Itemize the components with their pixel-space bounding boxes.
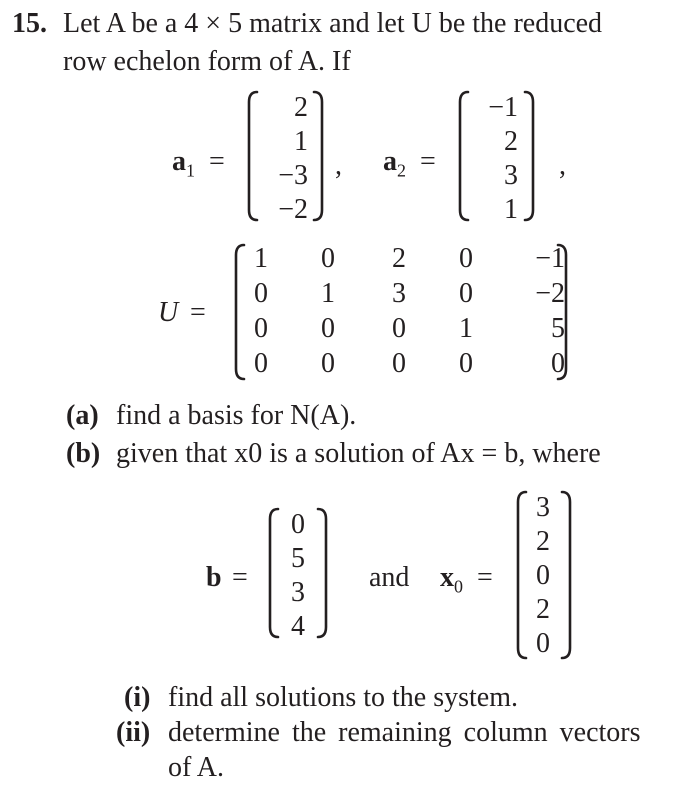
problem-intro-text: Let A be a 4 × 5 matrix and let U be the reduced <box>63 8 603 39</box>
problem-number: 15. <box>12 8 47 39</box>
x0-label: $x_0$ <box>440 562 463 597</box>
a2-subscript: 2 <box>397 160 406 181</box>
a1-right-bracket <box>312 90 326 222</box>
u-cell: 0 <box>459 243 473 274</box>
u-equals: = <box>190 297 206 328</box>
x0-right-bracket <box>560 490 574 660</box>
x0-entry: 2 <box>536 594 550 625</box>
x0-subscript: 0 <box>454 576 463 597</box>
problem-intro-line-2: row echelon form of A. If <box>63 46 351 77</box>
u-cell: 0 <box>321 243 335 274</box>
part-a-label: (a) <box>66 400 99 431</box>
a1-left-bracket <box>245 90 259 222</box>
u-label: U <box>158 297 179 328</box>
u-cell: 0 <box>392 348 406 379</box>
u-cell: 5 <box>551 313 565 344</box>
x0-entry: 0 <box>536 560 550 591</box>
x0-entry: 3 <box>536 492 550 523</box>
x0-equals: = <box>477 562 493 593</box>
u-cell: 0 <box>254 313 268 344</box>
u-cell: 0 <box>551 348 565 379</box>
part-b-label: (b) <box>66 438 101 469</box>
b-equals: = <box>232 562 248 593</box>
b-entry: 4 <box>291 611 305 642</box>
x0-entry: 0 <box>536 628 550 659</box>
a1-entry: 1 <box>294 126 308 157</box>
u-cell: 1 <box>459 313 473 344</box>
u-cell: −2 <box>535 278 565 309</box>
u-cell: 0 <box>459 348 473 379</box>
a1-equals: = <box>209 146 225 177</box>
a1-label: $a_1$ <box>172 146 195 181</box>
a2-left-bracket <box>456 90 470 222</box>
sub-part-ii-label: (ii) <box>116 717 151 748</box>
u-cell: 0 <box>459 278 473 309</box>
b-label: b <box>206 562 222 593</box>
a1-subscript: 1 <box>186 160 195 181</box>
u-cell: 0 <box>392 313 406 344</box>
problem-intro-line-1 <box>63 8 602 40</box>
u-right-bracket <box>556 243 570 381</box>
sub-part-ii-text-line-1: determine the remaining column vectors <box>168 717 641 748</box>
u-cell: 0 <box>321 348 335 379</box>
part-b-text: given that x0 is a solution of Ax = b, where <box>116 438 601 469</box>
u-cell: −1 <box>535 243 565 274</box>
sub-part-i-text: find all solutions to the system. <box>168 682 518 713</box>
a2-comma: , <box>559 150 566 181</box>
b-entry: 3 <box>291 577 305 608</box>
a1-entry: −2 <box>278 194 308 225</box>
u-cell: 0 <box>254 348 268 379</box>
u-cell: 1 <box>254 243 268 274</box>
a2-label: $a_2$ <box>383 146 406 181</box>
b-entry: 5 <box>291 543 305 574</box>
x0-entry: 2 <box>536 526 550 557</box>
u-cell: 2 <box>392 243 406 274</box>
a2-equals: = <box>420 146 436 177</box>
a1-entry: −3 <box>278 160 308 191</box>
u-cell: 0 <box>321 313 335 344</box>
u-cell: 0 <box>254 278 268 309</box>
a2-entry: 3 <box>504 160 518 191</box>
b-right-bracket <box>316 507 330 639</box>
sub-part-ii-text-line-2: of A. <box>168 752 224 783</box>
a1-comma: , <box>335 150 342 181</box>
part-a-text: find a basis for N(A). <box>116 400 357 431</box>
sub-part-i-label: (i) <box>124 682 151 713</box>
a1-entry: 2 <box>294 92 308 123</box>
a2-right-bracket <box>523 90 537 222</box>
u-cell: 1 <box>321 278 335 309</box>
a2-entry: 1 <box>504 194 518 225</box>
a2-entry: −1 <box>488 92 518 123</box>
and-word: and <box>369 562 410 593</box>
b-entry: 0 <box>291 509 305 540</box>
a2-entry: 2 <box>504 126 518 157</box>
u-cell: 3 <box>392 278 406 309</box>
